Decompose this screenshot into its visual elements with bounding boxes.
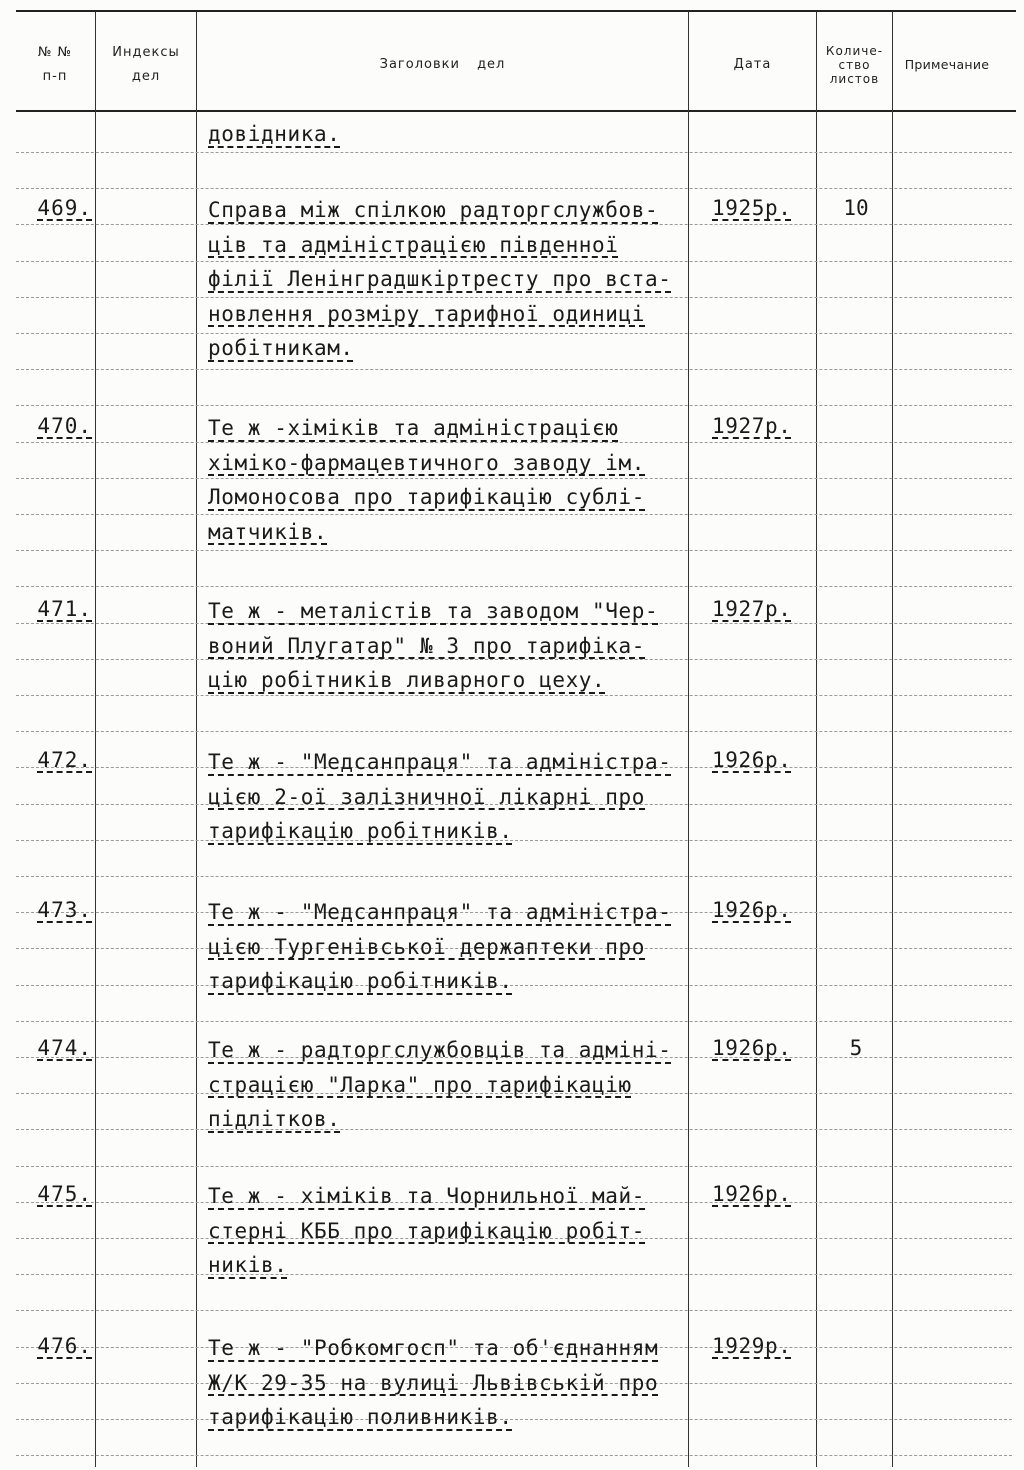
header-bottom-border <box>16 110 1016 112</box>
ruled-line <box>16 1310 1012 1311</box>
ruled-line <box>16 1455 1012 1456</box>
header-title-text: Заголовки дел <box>379 57 506 72</box>
entry-title: Справа між спілкою радторгслужбов- ців та адміністрацією південної філії Ленінградшкіртресту про вста- новлення розміру тарифної одиниці робітникам. <box>208 198 672 360</box>
column-divider <box>816 12 817 1467</box>
entry-sheets: 10 <box>843 196 869 220</box>
column-divider <box>95 12 96 1467</box>
entry-title: Те ж - радторгслужбовців та адміні- страцією "Ларка" про тарифікацію підлітков. <box>208 1038 672 1131</box>
entry-title: Те ж - "Медсанпраця" та адміністра- цією Тургенівської держаптеки про тарифікацію робітників. <box>208 900 672 993</box>
header-date <box>689 22 816 108</box>
entry-number: 469. <box>37 196 92 220</box>
header-sheets-line3: листов <box>829 72 880 86</box>
header-date-text: Дата <box>733 57 772 72</box>
ruled-line <box>16 731 1012 732</box>
ruled-line <box>16 876 1012 877</box>
column-divider <box>688 12 689 1467</box>
ruled-line <box>16 1021 1012 1022</box>
entry-number: 473. <box>37 898 92 922</box>
entry-date: 1929р. <box>712 1334 792 1358</box>
header-sheets-line2: ство <box>838 58 871 72</box>
header-index <box>96 22 196 108</box>
header-title <box>197 22 688 108</box>
ruled-line <box>16 369 1012 370</box>
entry-date: 1926р. <box>712 898 792 922</box>
header-notes-text: Примечание <box>904 57 990 72</box>
entry-date: 1927р. <box>712 414 792 438</box>
header-index-line2: дел <box>131 69 161 84</box>
ruled-line <box>16 1166 1012 1167</box>
entry-date: 1926р. <box>712 1036 792 1060</box>
entry-title: довідника. <box>208 122 341 146</box>
entry-title: Те ж - хіміків та Чорнильної май- стерні КББ про тарифікацію робіт- ників. <box>208 1184 646 1277</box>
entry-number: 476. <box>37 1334 92 1358</box>
entry-number: 470. <box>37 414 92 438</box>
entry-title: Те ж -хіміків та адміністрацією хіміко-фармацевтичного заводу ім. Ломоносова про тарифікацію сублі- матчиків. <box>208 416 646 544</box>
ruled-line <box>16 586 1012 587</box>
header-notes <box>893 22 1001 108</box>
header-sheets-line1: Количе- <box>825 44 884 58</box>
top-border <box>16 10 1016 12</box>
ruled-line <box>16 152 1012 153</box>
header-index-line1: Индексы <box>112 45 180 60</box>
entry-number: 475. <box>37 1182 92 1206</box>
entry-title: Те ж - "Медсанпраця" та адміністра- цією 2-ої залізничної лікарні про тарифікацію робітників. <box>208 750 672 843</box>
header-number-line1: № № <box>37 45 73 60</box>
header-number <box>16 22 94 108</box>
ruled-line <box>16 188 1012 189</box>
entry-date: 1926р. <box>712 748 792 772</box>
entry-date: 1927р. <box>712 597 792 621</box>
header-sheets <box>817 22 892 108</box>
entry-number: 472. <box>37 748 92 772</box>
entry-title: Те ж - металістів та заводом "Чер- воний Плугатар" № 3 про тарифіка- цію робітників ливарного цеху. <box>208 599 659 692</box>
entry-number: 471. <box>37 597 92 621</box>
column-divider <box>892 12 893 1467</box>
ruled-line <box>16 550 1012 551</box>
entry-date: 1926р. <box>712 1182 792 1206</box>
entry-number: 474. <box>37 1036 92 1060</box>
entry-sheets: 5 <box>849 1036 863 1060</box>
ruled-line <box>16 405 1012 406</box>
entry-date: 1925р. <box>712 196 792 220</box>
header-number-line2: п-п <box>42 69 68 84</box>
entry-title: Те ж - "Робкомгосп" та об'єднанням Ж/К 29-35 на вулиці Львівській про тарифікацію поливників. <box>208 1336 659 1429</box>
column-divider <box>196 12 197 1467</box>
